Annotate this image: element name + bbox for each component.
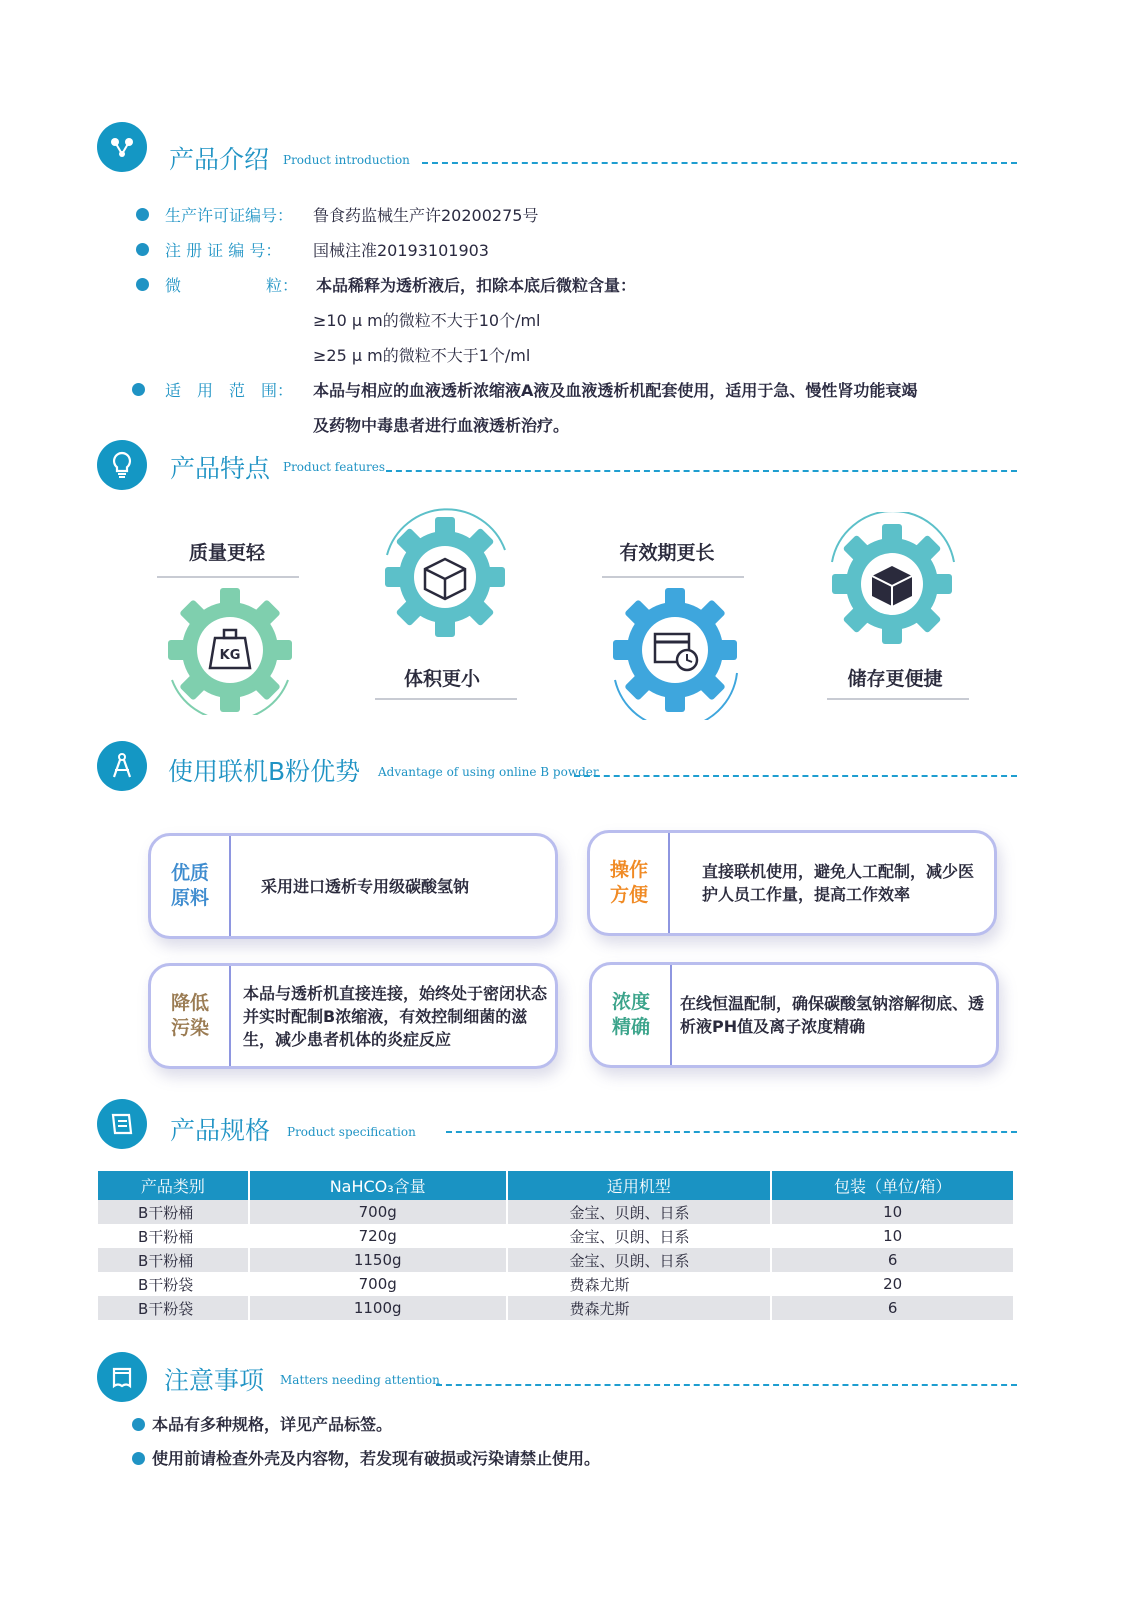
section-title-intro: 产品介绍 bbox=[169, 145, 270, 174]
kg-label: KG bbox=[219, 648, 241, 663]
section-divider bbox=[386, 470, 1017, 472]
table-cell: B干粉袋 bbox=[98, 1296, 249, 1320]
table-cell: 10 bbox=[771, 1200, 1014, 1224]
column-header: NaHCO₃含量 bbox=[249, 1171, 507, 1200]
column-header: 包装（单位/箱） bbox=[771, 1171, 1014, 1200]
lightbulb-icon bbox=[97, 440, 147, 490]
note-item: 使用前请检查外壳及内容物，若发现有破损或污染请禁止使用。 bbox=[152, 1449, 601, 1468]
card-heading: 降低 污染 bbox=[151, 966, 231, 1066]
bullet-dot bbox=[136, 278, 149, 291]
scope-value: 本品与相应的血液透析浓缩液A液及血液透析机配套使用，适用于急、慢性肾功能衰竭 bbox=[313, 381, 918, 400]
scope-label: 适 用 范 围： bbox=[165, 381, 294, 400]
card-text: 采用进口透析专用级碳酸氢钠 bbox=[261, 876, 470, 896]
card-text: 在线恒温配制，确保碳酸氢钠溶解彻底、透析液PH值及离子浓度精确 bbox=[680, 994, 985, 1036]
section-subtitle-advantages: Advantage of using online B powder bbox=[378, 765, 599, 779]
weight-gear-icon bbox=[160, 585, 300, 715]
table-header-row bbox=[98, 1171, 1014, 1200]
section-title-advantages: 使用联机B粉优势 bbox=[168, 757, 361, 786]
table-cell: B干粉桶 bbox=[98, 1200, 249, 1224]
table-cell: B干粉袋 bbox=[98, 1272, 249, 1296]
feature-label-smaller: 体积更小 bbox=[403, 668, 480, 690]
feature-label-longer-life: 有效期更长 bbox=[619, 542, 715, 564]
bullet-dot bbox=[132, 383, 145, 396]
table-cell: 费森尤斯 bbox=[507, 1296, 772, 1320]
note-item: 本品有多种规格，详见产品标签。 bbox=[152, 1415, 393, 1434]
table-cell: 10 bbox=[771, 1224, 1014, 1248]
particle-label-a: 微 bbox=[165, 276, 182, 295]
section-subtitle-intro: Product introduction bbox=[283, 153, 410, 167]
table-cell: 6 bbox=[771, 1248, 1014, 1272]
license-value: 鲁食药监械生产许20200275号 bbox=[313, 206, 539, 225]
package-gear-icon bbox=[822, 512, 962, 647]
table-cell: 1150g bbox=[249, 1248, 507, 1272]
section-divider bbox=[446, 1131, 1017, 1133]
molecule-icon bbox=[97, 122, 147, 172]
bullet-dot bbox=[132, 1418, 145, 1431]
section-divider bbox=[574, 775, 1017, 777]
feature-underline bbox=[602, 576, 744, 578]
column-header: 适用机型 bbox=[507, 1171, 772, 1200]
bullet-dot bbox=[136, 208, 149, 221]
particle-spec-1: ≥10 μ m的微粒不大于10个/ml bbox=[313, 311, 541, 330]
table-cell: 700g bbox=[249, 1272, 507, 1296]
spec-table bbox=[98, 1171, 1015, 1320]
table-cell: 金宝、贝朗、日系 bbox=[507, 1248, 772, 1272]
particle-value: 本品稀释为透析液后，扣除本底后微粒含量： bbox=[316, 276, 637, 295]
table-cell: B干粉桶 bbox=[98, 1248, 249, 1272]
table-cell: 720g bbox=[249, 1224, 507, 1248]
advantage-card-pollution bbox=[148, 963, 558, 1069]
section-subtitle-notes: Matters needing attention bbox=[280, 1373, 440, 1387]
card-text: 直接联机使用，避免人工配制，减少医护人员工作量，提高工作效率 bbox=[702, 862, 975, 904]
table-cell: 700g bbox=[249, 1200, 507, 1224]
feature-underline bbox=[375, 698, 517, 700]
section-title-notes: 注意事项 bbox=[164, 1366, 265, 1395]
advantage-card-materials bbox=[148, 833, 558, 939]
card-text: 本品与透析机直接连接，始终处于密闭状态并实时配制B浓缩液，有效控制细菌的滋生，减少患者机体的炎症反应 bbox=[243, 983, 548, 1049]
license-label: 生产许可证编号： bbox=[165, 206, 294, 225]
table-cell: 金宝、贝朗、日系 bbox=[507, 1200, 772, 1224]
advantage-card-operation bbox=[587, 830, 997, 936]
scope-value-cont: 及药物中毒患者进行血液透析治疗。 bbox=[313, 416, 570, 435]
table-cell: 20 bbox=[771, 1272, 1014, 1296]
column-header: 产品类别 bbox=[98, 1171, 249, 1200]
notebook-icon bbox=[97, 1352, 147, 1402]
feature-underline bbox=[827, 698, 969, 700]
table-row bbox=[98, 1272, 1014, 1296]
particle-spec-2: ≥25 μ m的微粒不大于1个/ml bbox=[313, 346, 531, 365]
table-cell: 1100g bbox=[249, 1296, 507, 1320]
document-icon bbox=[97, 1099, 147, 1149]
card-heading: 操作 方便 bbox=[590, 833, 670, 933]
table-cell: 费森尤斯 bbox=[507, 1272, 772, 1296]
table-cell: 6 bbox=[771, 1296, 1014, 1320]
registration-label: 注 册 证 编 号： bbox=[165, 241, 282, 260]
table-cell: B干粉桶 bbox=[98, 1224, 249, 1248]
table-row bbox=[98, 1296, 1014, 1320]
bullet-dot bbox=[136, 243, 149, 256]
registration-value: 国械注准20193101903 bbox=[313, 241, 489, 260]
section-title-features: 产品特点 bbox=[170, 454, 271, 483]
section-subtitle-spec: Product specification bbox=[287, 1125, 416, 1139]
calendar-gear-icon bbox=[605, 585, 745, 720]
table-row bbox=[98, 1200, 1014, 1224]
table-row bbox=[98, 1248, 1014, 1272]
card-heading: 优质 原料 bbox=[151, 836, 231, 936]
advantage-card-precision bbox=[589, 962, 999, 1068]
section-divider bbox=[436, 1384, 1017, 1386]
particle-label-b: 粒： bbox=[266, 276, 299, 295]
section-title-spec: 产品规格 bbox=[170, 1116, 271, 1145]
feature-label-storage: 储存更便捷 bbox=[847, 668, 943, 690]
box-gear-icon bbox=[375, 505, 515, 640]
feature-underline bbox=[157, 576, 299, 578]
table-cell: 金宝、贝朗、日系 bbox=[507, 1224, 772, 1248]
section-divider bbox=[422, 162, 1017, 164]
feature-label-lighter: 质量更轻 bbox=[188, 542, 265, 564]
bullet-dot bbox=[132, 1452, 145, 1465]
section-subtitle-features: Product features bbox=[283, 460, 386, 474]
compass-icon bbox=[97, 741, 147, 791]
card-heading: 浓度 精确 bbox=[592, 965, 672, 1065]
table-row bbox=[98, 1224, 1014, 1248]
